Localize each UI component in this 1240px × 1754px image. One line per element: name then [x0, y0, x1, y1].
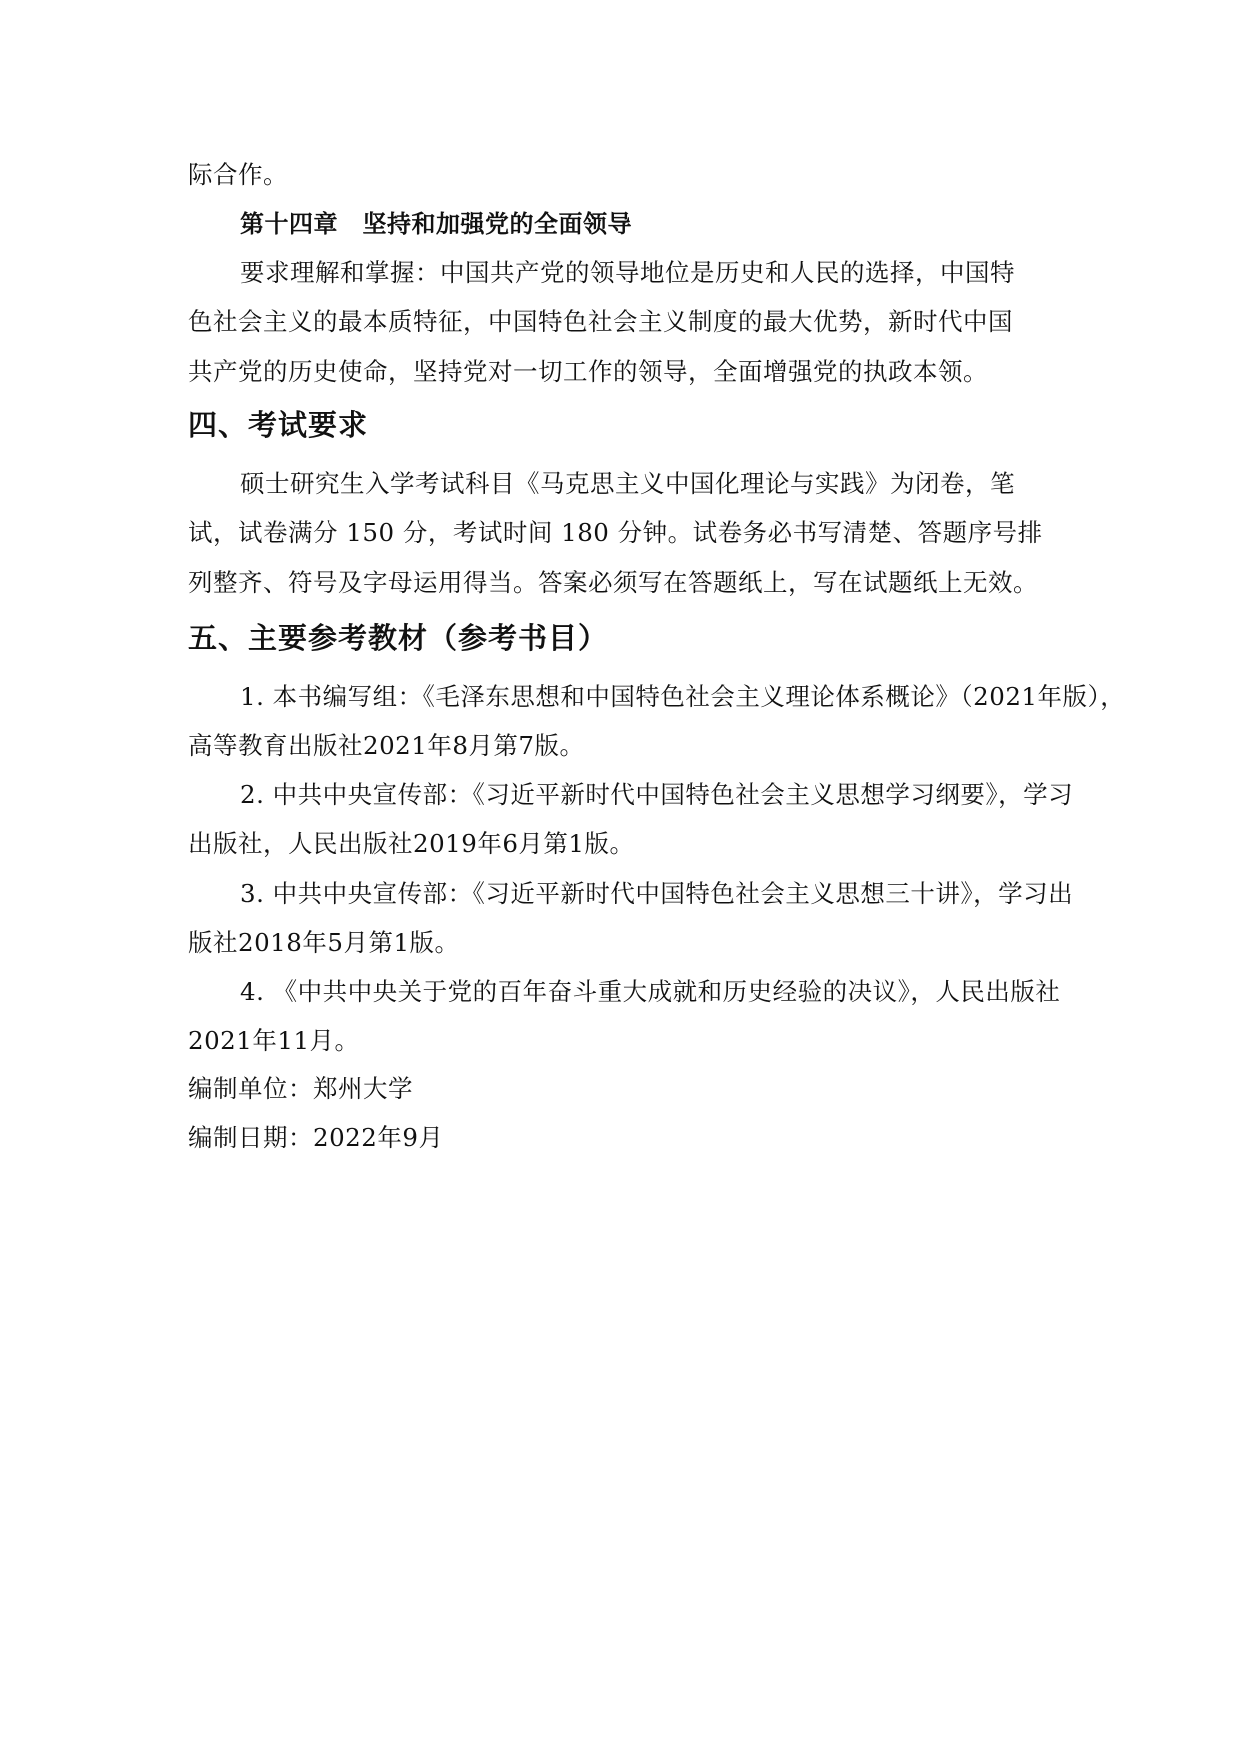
- section-4-line-1: 硕士研究生入学考试科目《马克思主义中国化理论与实践》为闭卷，笔: [240, 469, 1015, 498]
- section-4-heading: 四、考试要求: [188, 408, 369, 442]
- compiling-unit: 编制单位：郑州大学: [188, 1074, 413, 1103]
- reference-3-line-2: 版社2018年5月第1版。: [188, 928, 460, 957]
- reference-1-line-1: 1. 本书编写组：《毛泽东思想和中国特色社会主义理论体系概论》（2021年版），: [240, 682, 1126, 711]
- reference-1-line-2: 高等教育出版社2021年8月第7版。: [188, 731, 585, 760]
- reference-2-line-1: 2. 中共中央宣传部：《习近平新时代中国特色社会主义思想学习纲要》，学习: [240, 780, 1074, 809]
- reference-2-line-2: 出版社，人民出版社2019年6月第1版。: [188, 829, 635, 858]
- chapter-14-line-2: 色社会主义的最本质特征，中国特色社会主义制度的最大优势，新时代中国: [188, 307, 1013, 336]
- reference-3-line-1: 3. 中共中央宣传部：《习近平新时代中国特色社会主义思想三十讲》，学习出: [240, 879, 1074, 908]
- section-5-heading: 五、主要参考教材（参考书目）: [188, 621, 609, 655]
- continuation-text: 际合作。: [188, 160, 288, 189]
- chapter-14-line-3: 共产党的历史使命，坚持党对一切工作的领导，全面增强党的执政本领。: [188, 357, 988, 386]
- chapter-14-heading: 第十四章 坚持和加强党的全面领导: [240, 210, 632, 238]
- compiling-date: 编制日期：2022年9月: [188, 1123, 444, 1152]
- chapter-14-line-1: 要求理解和掌握：中国共产党的领导地位是历史和人民的选择，中国特: [240, 258, 1015, 287]
- section-4-line-3: 列整齐、符号及字母运用得当。答案必须写在答题纸上，写在试题纸上无效。: [188, 568, 1038, 597]
- reference-4-line-2: 2021年11月。: [188, 1026, 360, 1055]
- reference-4-line-1: 4. 《中共中央关于党的百年奋斗重大成就和历史经验的决议》，人民出版社: [240, 977, 1061, 1006]
- section-4-line-2: 试，试卷满分 150 分，考试时间 180 分钟。试卷务必书写清楚、答题序号排: [188, 518, 1043, 547]
